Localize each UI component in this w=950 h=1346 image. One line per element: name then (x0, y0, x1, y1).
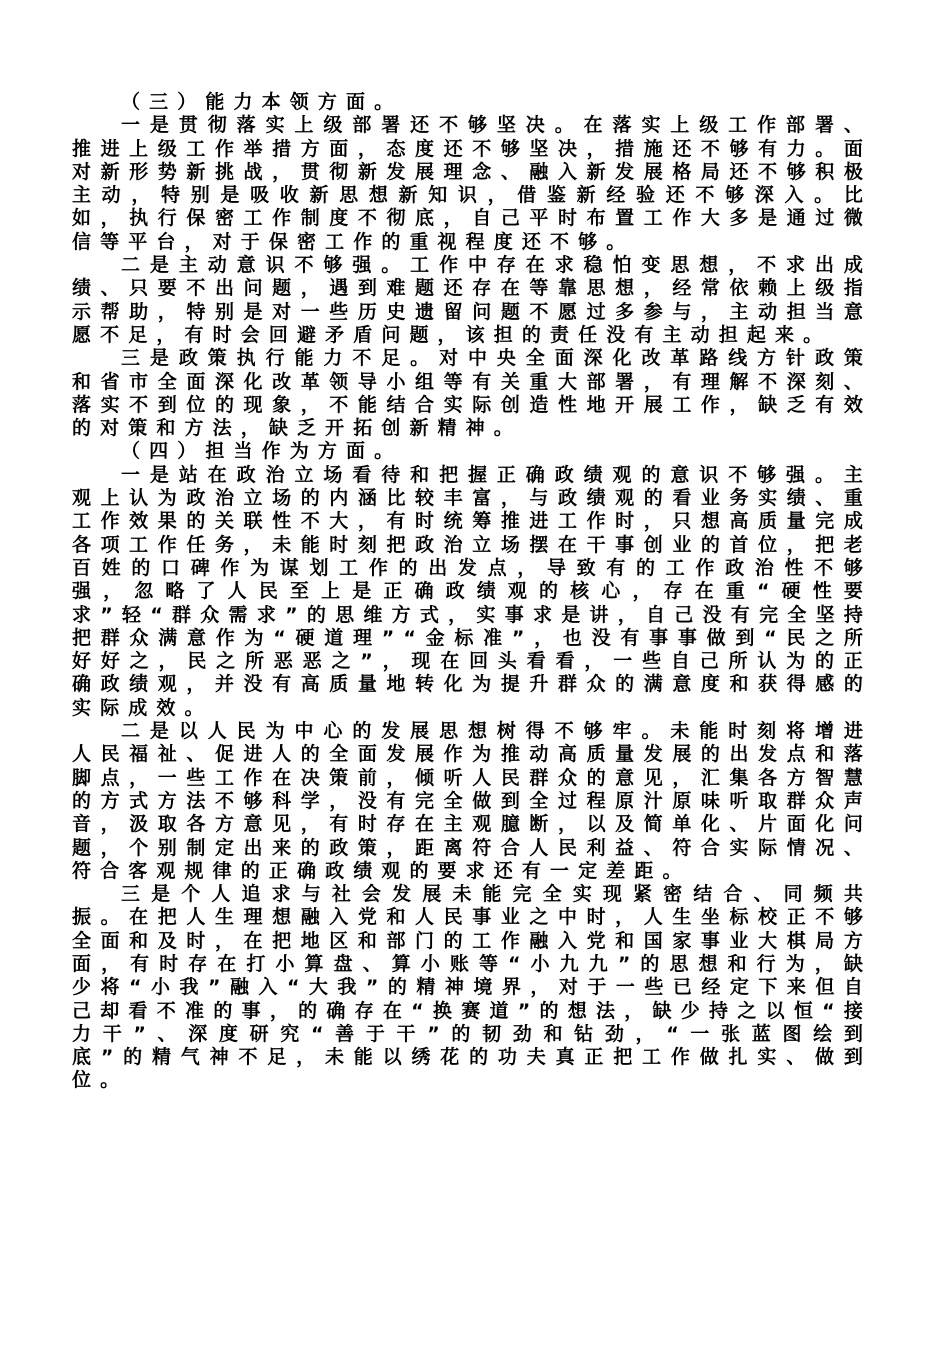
paragraph-ability-2: 二是主动意识不够强。工作中存在求稳怕变思想，不求出成绩、只要不出问题，遇到难题还存在等靠思想，经常依赖上级指示帮助，特别是对一些历史遗留问题不愿过多参与，主动担当意愿不足，有时会回避矛盾问题，该担的责任没有主动担起来。 (72, 254, 872, 346)
section-heading-responsibility: （四）担当作为方面。 (121, 440, 403, 463)
document-page (72, 91, 872, 1093)
paragraph-ability-3: 三是政策执行能力不足。对中央全面深化改革路线方针政策和省市全面深化改革领导小组等有关重大部署，有理解不深刻、落实不到位的现象，不能结合实际创造性地开展工作，缺乏有效的对策和方法，缺乏开拓创新精神。 (72, 347, 872, 440)
paragraph-responsibility-1: 一是站在政治立场看待和把握正确政绩观的意识不够强。主观上认为政治立场的内涵比较丰富，与政绩观的看业务实绩、重工作效果的关联性不大，有时统筹推进工作时，只想高质量完成各项工作任务，未能时刻把政治立场摆在干事创业的首位，把老百姓的口碑作为谋划工作的出发点，导致有的工作政治性不够强，忽略了人民至上是正确政绩观的核心，存在重“硬性要求”轻“群众需求”的思维方式，实事求是讲，自己没有完全坚持把群众满意作为“硬道理”“金标准”，也没有事事做到“民之所好好之，民之所恶恶之”，现在回头看看，一些自己所认为的正确政绩观，并没有高质量地转化为提升群众的满意度和获得感的实际成效。 (72, 463, 872, 719)
paragraph-responsibility-2: 二是以人民为中心的发展思想树得不够牢。未能时刻将增进人民福祉、促进人的全面发展作为推动高质量发展的出发点和落脚点，一些工作在决策前，倾听人民群众的意见，汇集各方智慧的方式方法不够科学，没有完全做到全过程原汁原味听取群众声音，汲取各方意见，有时存在主观臆断，以及简单化、片面化问题，个别制定出来的政策，距离符合人民利益、符合实际情况、符合客观规律的正确政绩观的要求还有一定差距。 (72, 720, 872, 882)
paragraph-responsibility-3: 三是个人追求与社会发展未能完全实现紧密结合、同频共振。在把人生理想融入党和人民事业之中时，人生坐标校正不够全面和及时，在把地区和部门的工作融入党和国家事业大棋局方面，有时存在打小算盘、算小账等“小九九”的思想和行为，缺少将“小我”融入“大我”的精神境界，对于一些已经定下来但自己却看不准的事，的确存在“换赛道”的想法，缺少持之以恒“接力干”、深度研究“善于干”的韧劲和钻劲，“一张蓝图绘到底”的精气神不足，未能以绣花的功夫真正把工作做扎实、做到位。 (72, 883, 872, 1092)
paragraph-ability-1: 一是贯彻落实上级部署还不够坚决。在落实上级工作部署、推进上级工作举措方面，态度还不够坚决，措施还不够有力。面对新形势新挑战，贯彻新发展理念、融入新发展格局还不够积极主动，特别是吸收新思想新知识，借鉴新经验还不够深入。比如，执行保密工作制度不彻底，自己平时布置工作大多是通过微信等平台，对于保密工作的重视程度还不够。 (72, 114, 872, 253)
section-heading-ability: （三）能力本领方面。 (121, 91, 403, 113)
